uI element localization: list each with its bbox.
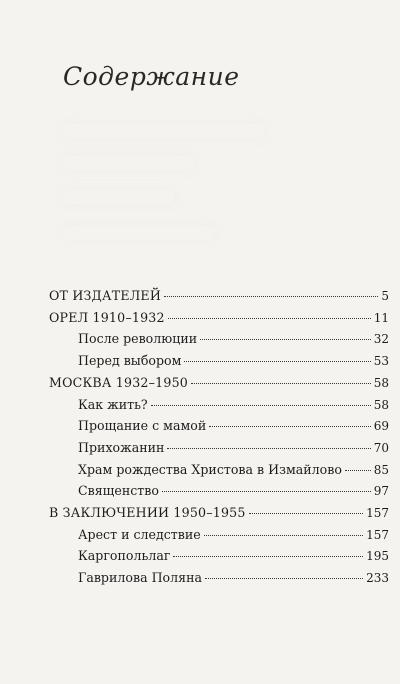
dot-leader [191,383,371,384]
dot-leader [162,491,371,492]
toc-entry-page-number: 69 [373,419,389,434]
dot-leader [209,426,370,427]
dot-leader [345,470,371,471]
dot-leader [164,296,378,297]
toc-entry-title: Арест и следствие [78,526,201,542]
toc-entry-page-number: 70 [373,440,389,455]
toc-entry-page-number: 11 [373,310,389,325]
toc-entry-page-number: 157 [366,527,389,542]
toc-entry-page-number: 195 [366,549,389,564]
toc-entry[interactable] [78,440,389,456]
dot-leader [167,448,370,449]
toc-entry-page-number: 58 [373,375,389,390]
toc-entry-page-number: 233 [366,571,389,586]
toc-entry-title: Прощание с мамой [78,418,207,434]
toc-entry[interactable] [78,331,389,347]
toc-entry-title: Священство [78,483,159,499]
toc-entry-title: Каргопольлаг [78,548,171,564]
page-title: Содержание [63,62,240,91]
toc-entry-title: Перед выбором [78,353,182,369]
toc-entry-title: В ЗАКЛЮЧЕНИИ 1950–1955 [49,505,246,520]
toc-entry-page-number: 58 [373,397,389,412]
toc-entry[interactable] [78,483,389,499]
toc-entry-title: Храм рождества Христова в Измайлово [78,461,342,477]
toc-entry[interactable] [78,527,389,543]
toc-entry[interactable] [49,505,389,521]
dot-leader [249,513,363,514]
toc-entry-page-number: 157 [366,506,389,520]
toc-entry-title: Как жить? [78,396,148,412]
toc-entry[interactable] [78,418,389,434]
toc-entry[interactable] [78,548,389,564]
toc-entry[interactable] [78,570,389,586]
toc-entry-page-number: 85 [373,462,389,477]
toc-entry[interactable] [78,397,389,413]
toc-entry-title: ОТ ИЗДАТЕЛЕЙ [49,288,162,303]
toc-entry-page-number: 32 [373,332,389,347]
toc-entry-title: Гаврилова Поляна [78,570,202,586]
toc-entry-page-number: 97 [373,484,389,499]
toc-entry[interactable] [78,353,389,369]
dot-leader [205,578,363,579]
dot-leader [151,405,371,406]
dot-leader [173,556,363,557]
dot-leader [200,339,371,340]
dot-leader [204,535,363,536]
toc-entry-title: После революции [78,331,198,347]
dot-leader [184,361,370,362]
toc-entry[interactable] [49,288,389,304]
toc-entry[interactable] [78,462,389,478]
dot-leader [168,318,371,319]
toc-entry-page-number: 53 [373,354,389,369]
toc-entry-page-number: 5 [381,289,389,303]
toc-entry-title: ОРЕЛ 1910–1932 [49,309,165,325]
toc-entry[interactable] [49,375,389,391]
toc-entry-title: Прихожанин [78,439,165,455]
toc-entry[interactable] [49,310,389,326]
toc-entry-title: МОСКВА 1932–1950 [49,374,188,390]
